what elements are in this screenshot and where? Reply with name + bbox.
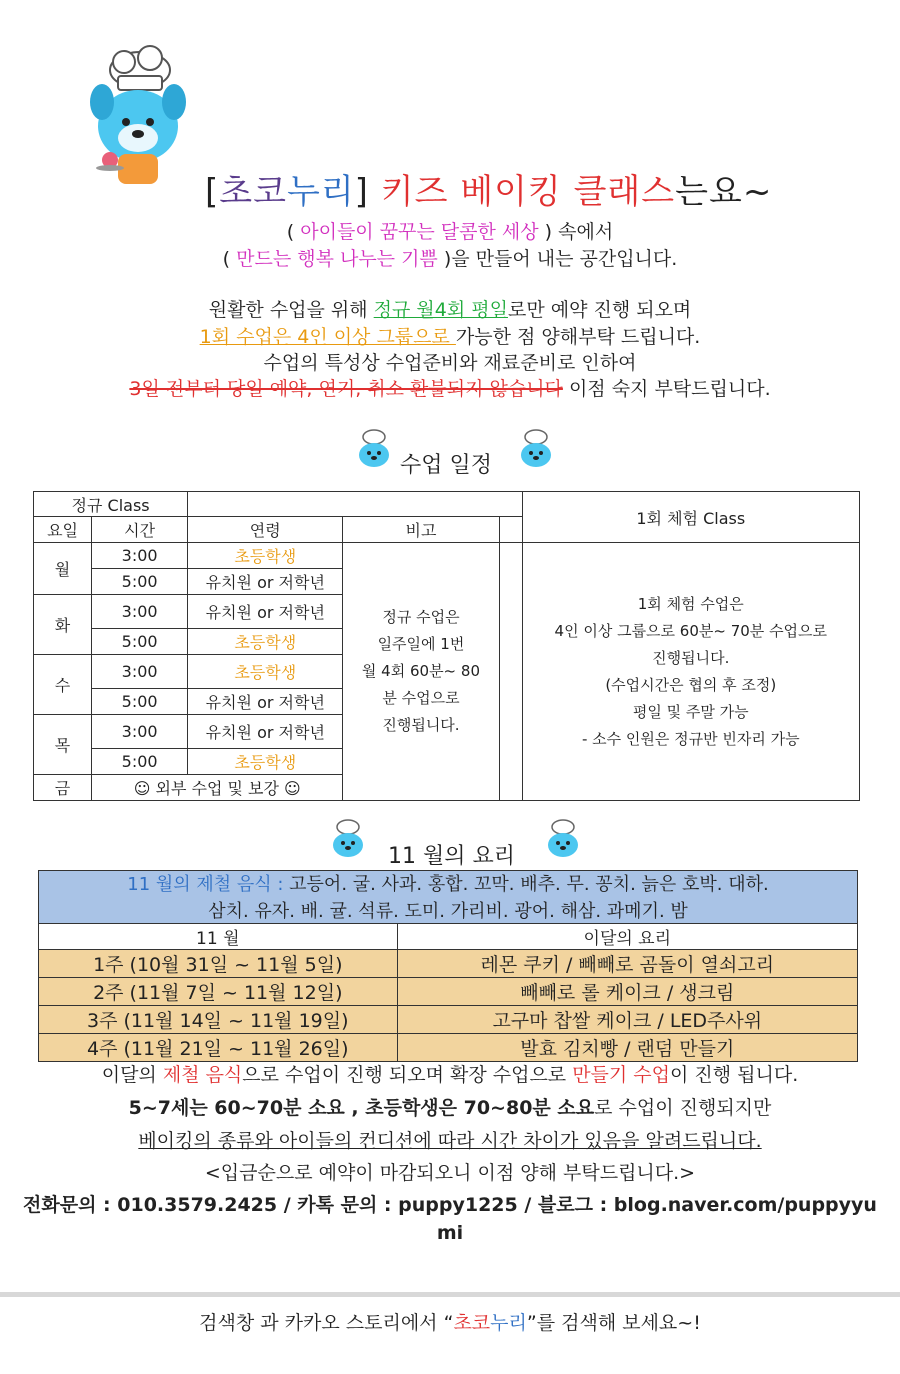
seasonal-line-1 — [39, 871, 857, 898]
col-dish: 이달의 요리 — [397, 924, 857, 950]
search-choco: 초코 — [453, 1312, 491, 1334]
trial-line: (수업시간은 협의 후 조정) — [605, 675, 777, 694]
age-cell: 초등학생 — [188, 749, 343, 775]
page-title — [205, 164, 772, 213]
search-pre: 검색창 과 카카오 스토리에서 “ — [199, 1312, 454, 1334]
intro-line-2 — [0, 244, 900, 271]
trial-line: 평일 및 주말 가능 — [632, 702, 749, 721]
trial-line: 진행됩니다. — [652, 648, 730, 667]
notice-l2-highlight: 1회 수업은 4인 이상 그룹으로 — [199, 326, 456, 348]
table-row — [39, 950, 858, 978]
age-cell: 초등학생 — [188, 543, 343, 569]
mascot-chef-puppy-icon — [88, 42, 188, 192]
trial-line: - 소수 인원은 정규반 빈자리 가능 — [581, 729, 800, 748]
notice-line-1 — [0, 295, 900, 322]
notice-l1-post: 로만 예약 진행 되오며 — [507, 299, 692, 321]
notice-l4-highlight: 3일 전부터 당일 예약, 연기, 취소 환불되지 않습니다 — [129, 378, 563, 400]
title-bracket-open: [ — [205, 172, 220, 212]
chef-puppy-icon — [328, 818, 368, 858]
regular-class-label: 정규 Class — [34, 492, 188, 517]
age-cell: 유치원 or 저학년 — [188, 569, 343, 595]
time-cell: 3:00 — [92, 595, 188, 629]
day-cell: 목 — [34, 715, 92, 775]
col-month: 11 월 — [39, 924, 398, 950]
age-cell: 유치원 or 저학년 — [188, 595, 343, 629]
search-post: ”를 검색해 보세요~! — [526, 1312, 701, 1334]
chef-puppy-icon — [516, 428, 556, 468]
f2-bold: 5~7세는 60~70분 소요 , 초등학생은 70~80분 소요 — [128, 1097, 595, 1119]
time-cell: 3:00 — [92, 543, 188, 569]
age-cell: 초등학생 — [188, 655, 343, 689]
note-line: 분 수업으로 — [382, 689, 460, 707]
line2-open: ( — [222, 248, 237, 270]
age-cell: 초등학생 — [188, 629, 343, 655]
table-row — [39, 978, 858, 1006]
line1-highlight: 아이들이 꿈꾸는 달콤한 세상 — [300, 221, 539, 243]
trial-line: 4인 이상 그룹으로 60분~ 70분 수업으로 — [554, 621, 828, 640]
schedule-heading: 수업 일정 — [400, 453, 493, 478]
notice-l4-post: 이점 숙지 부탁드립니다. — [562, 378, 771, 400]
col-note: 비고 — [343, 517, 499, 543]
notice-line-4 — [0, 374, 900, 401]
notice-l1-highlight: 정규 월4회 평일 — [373, 299, 508, 321]
day-cell: 화 — [34, 595, 92, 655]
time-cell: 5:00 — [92, 749, 188, 775]
week-cell: 3주 (11월 14일 ~ 11월 19일) — [39, 1006, 398, 1034]
age-cell: 유치원 or 저학년 — [188, 715, 343, 749]
f1-post: 이 진행 됩니다. — [670, 1064, 799, 1086]
title-suffix: 는요~ — [675, 172, 773, 212]
col-age: 연령 — [188, 517, 343, 543]
note-line: 정규 수업은 — [382, 608, 460, 626]
day-cell: 수 — [34, 655, 92, 715]
age-cell: 유치원 or 저학년 — [188, 689, 343, 715]
week-cell: 1주 (10월 31일 ~ 11월 5일) — [39, 950, 398, 978]
table-row — [39, 1006, 858, 1034]
notice-line-3: 수업의 특성상 수업준비와 재료준비로 인하여 — [263, 352, 637, 374]
time-cell: 3:00 — [92, 715, 188, 749]
f1-mid: 으로 수업이 진행 되오며 확장 수업으로 — [242, 1064, 573, 1086]
note-line: 일주일에 1번 — [377, 635, 465, 653]
line2-highlight: 만드는 행복 나누는 기쁨 — [236, 248, 438, 270]
schedule-table — [33, 491, 860, 801]
divider — [0, 1292, 900, 1297]
trial-class-label: 1회 체험 Class — [522, 492, 859, 543]
title-choco: 초코 — [219, 172, 287, 212]
day-cell: 월 — [34, 543, 92, 595]
note-line: 진행됩니다. — [382, 716, 460, 734]
notice-line-2 — [0, 322, 900, 349]
line1-open: ( — [286, 221, 301, 243]
title-bracket-close: ] — [354, 172, 369, 212]
menu-table — [38, 923, 858, 1062]
dish-cell: 빼빼로 롤 케이크 / 생크림 — [397, 978, 857, 1006]
chef-puppy-icon — [354, 428, 394, 468]
regular-note — [343, 543, 499, 801]
time-cell: 3:00 — [92, 655, 188, 689]
search-line — [0, 1308, 900, 1335]
day-cell: 금 — [34, 775, 92, 801]
seasonal-food-box — [38, 870, 858, 924]
notice-l1-pre: 원활한 수업을 위해 — [208, 299, 374, 321]
seasonal-items: 고등어. 굴. 사과. 홍합. 꼬막. 배추. 무. 꽁치. 늙은 호박. 대하. — [283, 874, 769, 895]
menu-heading: 11 월의 요리 — [388, 844, 515, 869]
contact-line: 전화문의 : 010.3579.2425 / 카톡 문의 : puppy1225 / 블로그 : blog.naver.com/puppyyu — [23, 1194, 877, 1216]
line2-close: )을 만들어 내는 공간입니다. — [437, 248, 678, 270]
f1-highlight-1: 제철 음식 — [162, 1064, 243, 1086]
week-cell: 4주 (11월 21일 ~ 11월 26일) — [39, 1034, 398, 1062]
seasonal-line-2: 삼치. 유자. 배. 귤. 석류. 도미. 가리비. 광어. 해삼. 과메기. 밤 — [208, 901, 688, 922]
f2-post: 로 수업이 진행되지만 — [594, 1097, 772, 1119]
week-cell: 2주 (11월 7일 ~ 11월 12일) — [39, 978, 398, 1006]
time-cell: 5:00 — [92, 689, 188, 715]
title-class: 키즈 베이킹 클래스 — [380, 172, 676, 212]
dish-cell: 레몬 쿠키 / 빼빼로 곰돌이 열쇠고리 — [397, 950, 857, 978]
footer-line-3: 베이킹의 종류와 아이들의 컨디션에 따라 시간 차이가 있음을 알려드립니다. — [138, 1130, 762, 1152]
friday-text: ☺ 외부 수업 및 보강 ☺ — [92, 775, 343, 801]
trial-line: 1회 체험 수업은 — [637, 594, 744, 613]
trial-note — [522, 543, 859, 801]
note-line: 월 4회 60분~ 80 — [361, 662, 480, 680]
footer-line-2 — [0, 1093, 900, 1120]
title-nuri: 누리 — [286, 172, 355, 212]
dish-cell: 고구마 찹쌀 케이크 / LED주사위 — [397, 1006, 857, 1034]
col-day: 요일 — [34, 517, 92, 543]
contact-line-cont: mi — [436, 1222, 464, 1244]
f1-highlight-2: 만들기 수업 — [572, 1064, 671, 1086]
seasonal-label: 11 월의 제철 음식 : — [127, 874, 284, 895]
intro-line-1 — [0, 217, 900, 244]
col-time: 시간 — [92, 517, 188, 543]
f1-pre: 이달의 — [101, 1064, 163, 1086]
table-row — [39, 1034, 858, 1062]
line1-close: ) 속에서 — [538, 221, 614, 243]
footer-line-4: <입금순으로 예약이 마감되오니 이점 양해 부탁드립니다.> — [204, 1162, 696, 1184]
search-nuri: 누리 — [490, 1312, 527, 1334]
chef-puppy-icon — [543, 818, 583, 858]
notice-l2-post: 가능한 점 양해부탁 드립니다. — [455, 326, 701, 348]
dish-cell: 발효 김치빵 / 랜덤 만들기 — [397, 1034, 857, 1062]
footer-line-1 — [0, 1060, 900, 1087]
time-cell: 5:00 — [92, 629, 188, 655]
time-cell: 5:00 — [92, 569, 188, 595]
